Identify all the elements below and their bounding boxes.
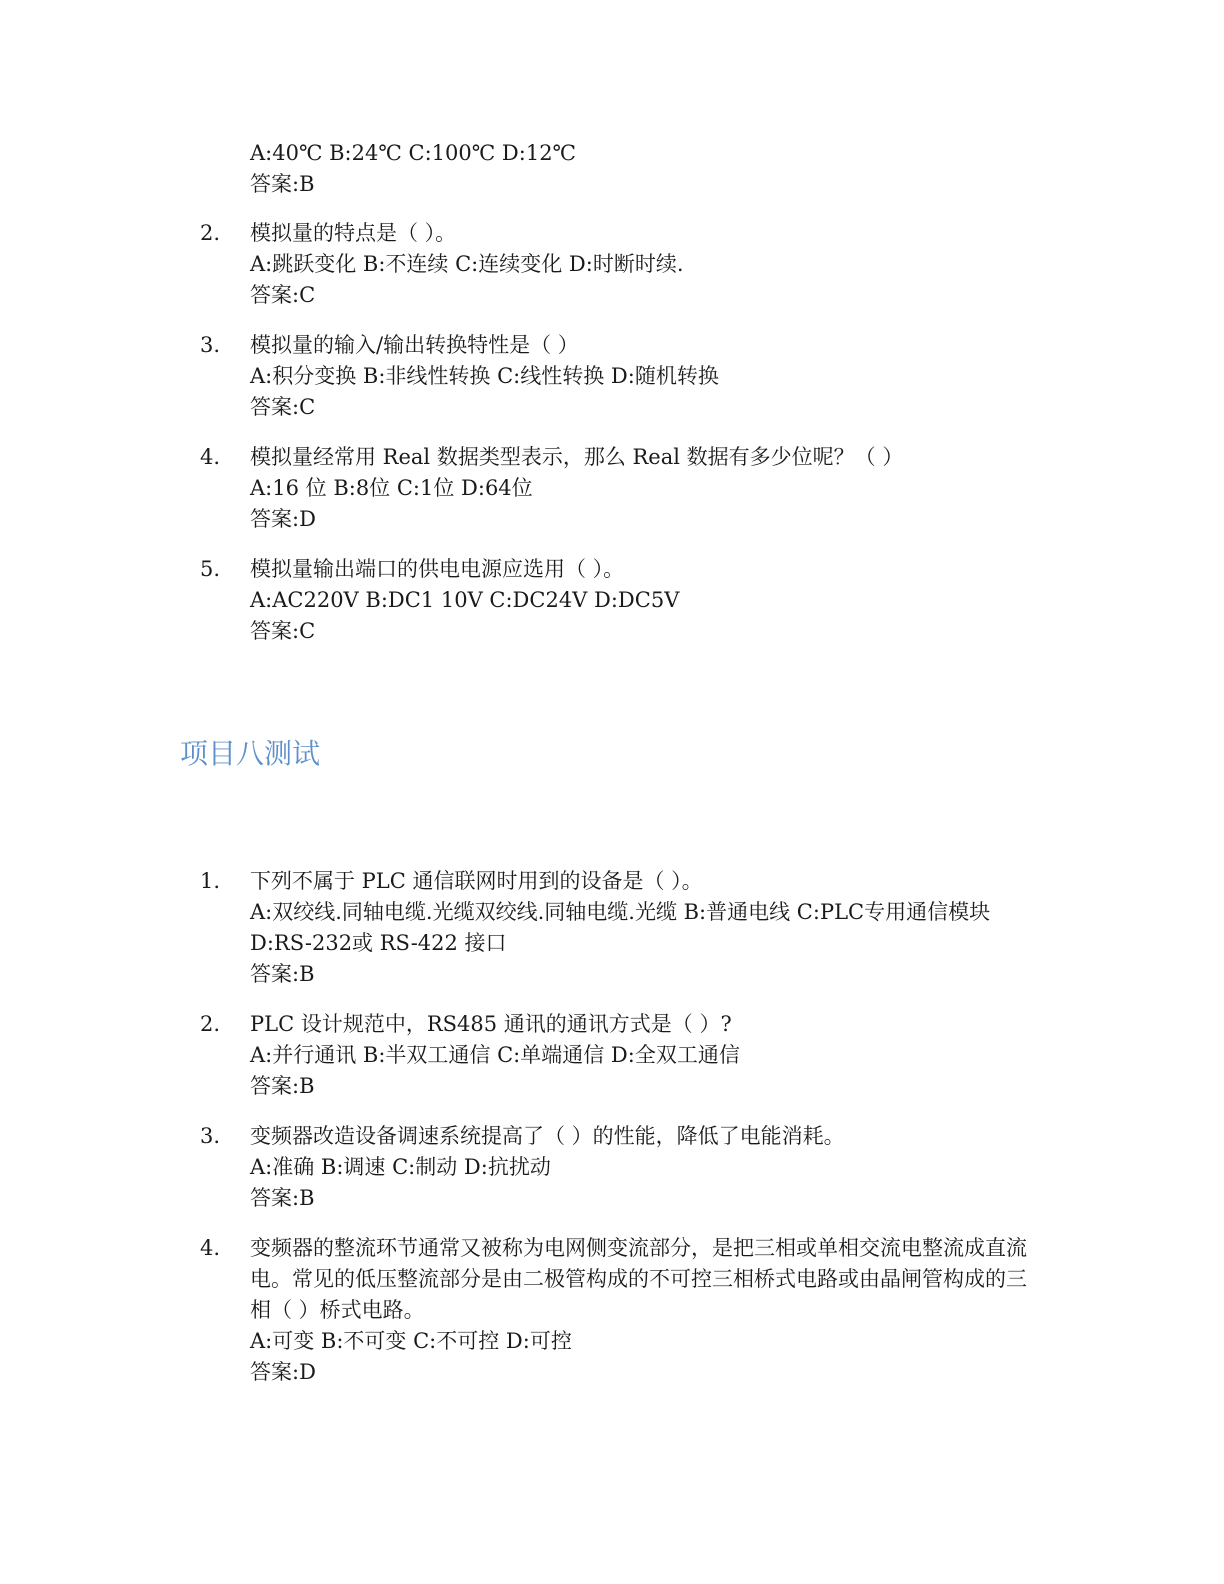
question-options: A:双绞线.同轴电缆.光缆双绞线.同轴电缆.光缆 B:普通电线 C:PLC专用通信模块 D:RS-232或 RS-422 接口 <box>250 900 991 955</box>
question-number: 1. <box>200 869 221 893</box>
question-text: PLC 设计规范中，RS485 通讯的通讯方式是（ ）? <box>250 1012 732 1036</box>
question-number: 2. <box>200 1012 221 1036</box>
question-continuation <box>250 138 1040 200</box>
question-answer: 答案:B <box>250 172 315 196</box>
question-answer: 答案:C <box>250 619 316 643</box>
question-options: A:准确 B:调速 C:制动 D:抗扰动 <box>250 1155 551 1179</box>
question-options: A:跳跃变化 B:不连续 C:连续变化 D:时断时续. <box>250 252 684 276</box>
question-item <box>200 866 1040 990</box>
question-item <box>200 330 1040 423</box>
question-text: 变频器的整流环节通常又被称为电网侧变流部分，是把三相或单相交流电整流成直流电。常见的低压整流部分是由二极管构成的不可控三相桥式电路或由晶闸管构成的三相（ ）桥式电路。 <box>250 1236 1027 1322</box>
question-answer: 答案:C <box>250 283 316 307</box>
question-answer: 答案:C <box>250 395 316 419</box>
question-answer: 答案:B <box>250 1186 315 1210</box>
question-number: 4. <box>200 1236 221 1260</box>
question-number: 4. <box>200 445 221 469</box>
question-options: A:AC220V B:DC1 10V C:DC24V D:DC5V <box>250 588 680 612</box>
question-text: 模拟量的输入/输出转换特性是（ ） <box>250 333 579 357</box>
question-item <box>200 1233 1040 1388</box>
question-answer: 答案:B <box>250 962 315 986</box>
question-number: 3. <box>200 1124 221 1148</box>
question-list-section2 <box>200 866 1040 1407</box>
question-options: A:可变 B:不可变 C:不可控 D:可控 <box>250 1329 572 1353</box>
question-answer: 答案:D <box>250 507 316 531</box>
question-answer: 答案:B <box>250 1074 315 1098</box>
question-item <box>200 442 1040 535</box>
question-text: 模拟量输出端口的供电电源应选用（ ）。 <box>250 557 625 581</box>
section-title: 项目八测试 <box>180 737 321 770</box>
question-options: A:积分变换 B:非线性转换 C:线性转换 D:随机转换 <box>250 364 719 388</box>
question-number: 5. <box>200 557 221 581</box>
question-number: 2. <box>200 221 221 245</box>
question-options: A:40℃ B:24℃ C:100℃ D:12℃ <box>250 141 577 165</box>
question-text: 变频器改造设备调速系统提高了（ ）的性能，降低了电能消耗。 <box>250 1124 845 1148</box>
question-number: 3. <box>200 333 221 357</box>
question-text: 模拟量经常用 Real 数据类型表示，那么 Real 数据有多少位呢？（ ） <box>250 445 904 469</box>
question-item <box>200 1121 1040 1214</box>
question-answer: 答案:D <box>250 1360 316 1384</box>
question-list-section1 <box>200 218 1040 666</box>
question-item <box>200 554 1040 647</box>
question-options: A:并行通讯 B:半双工通信 C:单端通信 D:全双工通信 <box>250 1043 740 1067</box>
question-item <box>200 1009 1040 1102</box>
question-options: A:16 位 B:8位 C:1位 D:64位 <box>250 476 533 500</box>
question-text: 模拟量的特点是（ ）。 <box>250 221 457 245</box>
question-text: 下列不属于 PLC 通信联网时用到的设备是（ ）。 <box>250 869 703 893</box>
question-item <box>200 218 1040 311</box>
